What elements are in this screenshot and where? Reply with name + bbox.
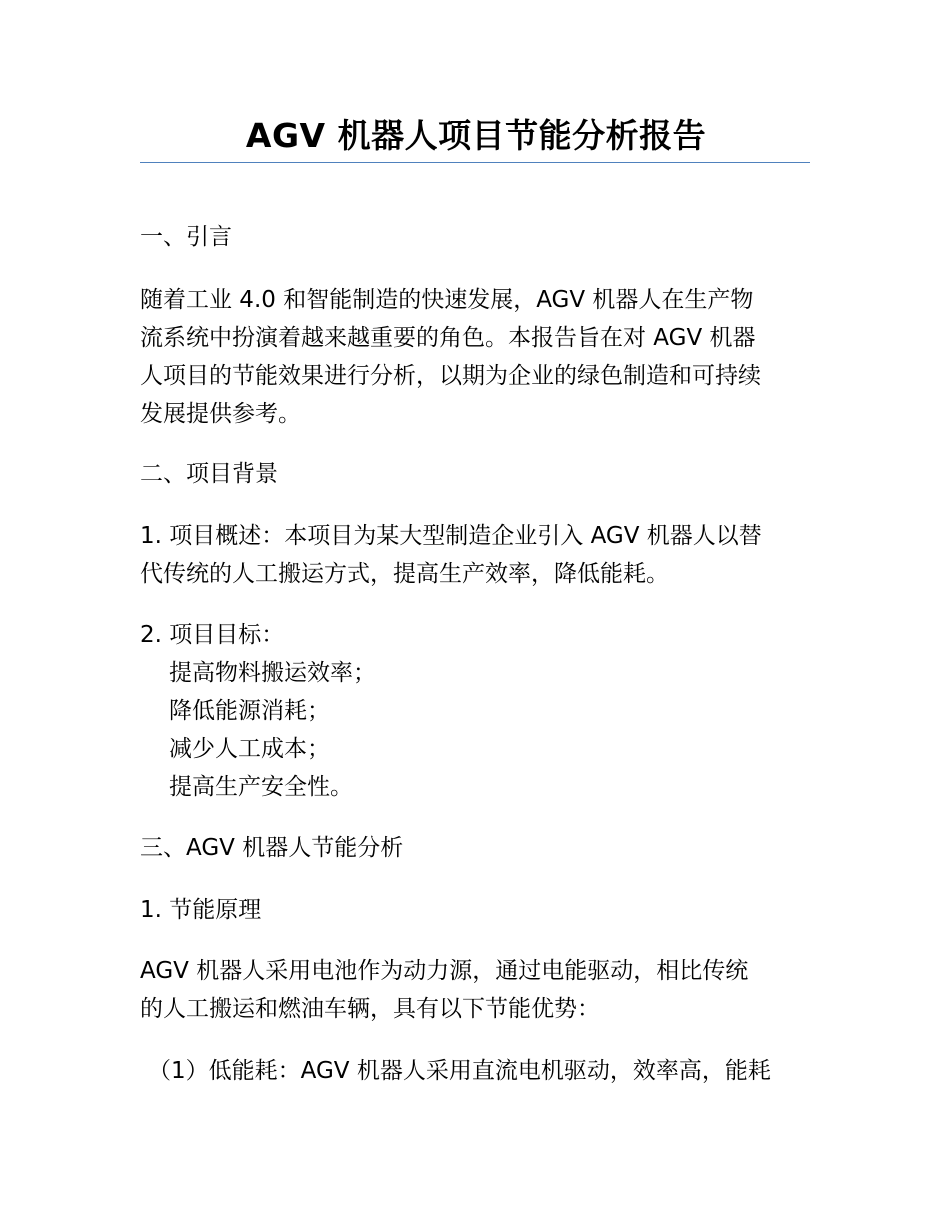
advantage-line: （1）低能耗：AGV 机器人采用直流电机驱动，效率高，能耗 xyxy=(148,1058,771,1084)
paragraph-line: 流系统中扮演着越来越重要的角色。本报告旨在对 AGV 机器 xyxy=(140,325,756,351)
paragraph-line: 的人工搬运和燃油车辆，具有以下节能优势： xyxy=(140,996,600,1022)
project-overview xyxy=(140,517,812,593)
principle-paragraph xyxy=(140,952,812,1028)
project-goals xyxy=(140,616,812,806)
background-heading-text: 二、项目背景 xyxy=(140,461,278,487)
paragraph-line: AGV 机器人采用电池作为动力源，通过电能驱动，相比传统 xyxy=(140,958,749,984)
paragraph-line: 1. 项目概述：本项目为某大型制造企业引入 AGV 机器人以替 xyxy=(140,523,762,549)
principle-heading xyxy=(140,891,812,929)
analysis-heading-text: 三、AGV 机器人节能分析 xyxy=(140,835,404,861)
intro-heading-text: 一、引言 xyxy=(140,224,232,250)
title-divider xyxy=(140,162,810,163)
paragraph-line: 发展提供参考。 xyxy=(140,401,301,427)
advantage-item xyxy=(140,1052,812,1090)
principle-heading-text: 1. 节能原理 xyxy=(140,897,262,923)
background-heading xyxy=(140,455,812,493)
goal-item: 提高生产安全性。 xyxy=(169,774,353,800)
goal-item: 减少人工成本； xyxy=(169,736,330,762)
intro-paragraph xyxy=(140,281,812,433)
goals-label: 2. 项目目标： xyxy=(140,622,285,648)
paragraph-line: 人项目的节能效果进行分析，以期为企业的绿色制造和可持续 xyxy=(140,363,761,389)
document-title: AGV 机器人项目节能分析报告 xyxy=(245,116,707,155)
paragraph-line: 代传统的人工搬运方式，提高生产效率，降低能耗。 xyxy=(140,561,669,587)
goal-item: 降低能源消耗； xyxy=(169,698,330,724)
goal-item: 提高物料搬运效率； xyxy=(169,660,376,686)
intro-heading xyxy=(140,218,812,256)
paragraph-line: 随着工业 4.0 和智能制造的快速发展，AGV 机器人在生产物 xyxy=(140,287,754,313)
analysis-heading xyxy=(140,829,812,867)
